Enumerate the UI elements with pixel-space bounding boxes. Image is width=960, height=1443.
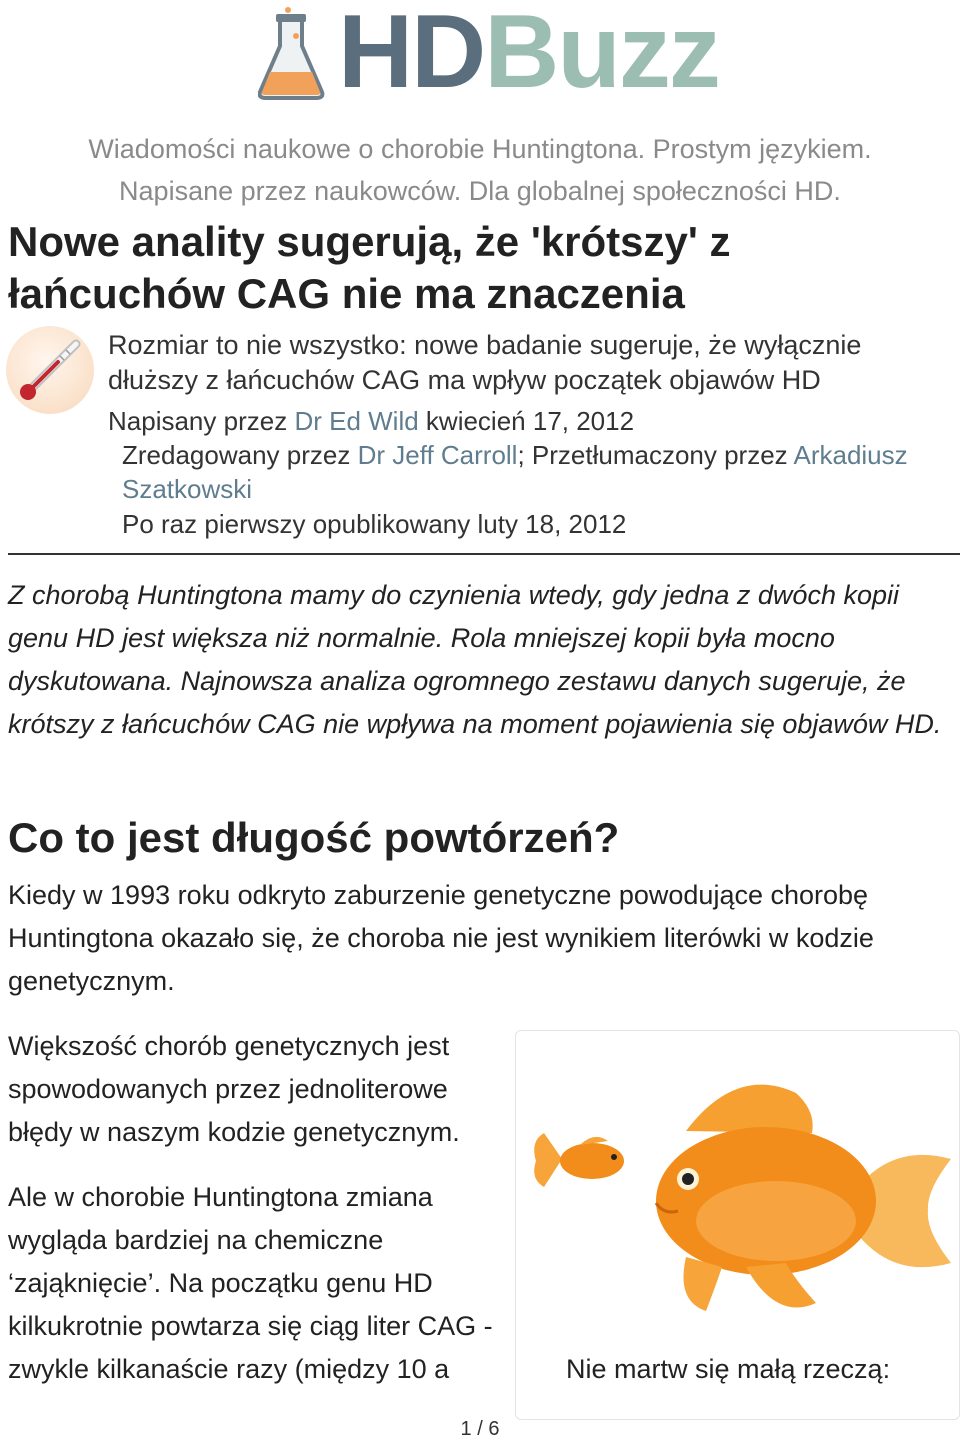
article-thumbnail (6, 326, 94, 414)
logo-buzz: Buzz (484, 0, 719, 110)
logo-hd: HD (338, 0, 485, 110)
translated-prefix: ; Przetłumaczony przez (517, 440, 788, 470)
figure-caption: Nie martw się małą rzeczą: (566, 1354, 891, 1384)
page-number: 1 / 6 (460, 1418, 500, 1440)
article-summary: Rozmiar to nie wszystko: nowe badanie sugeruje, że wyłącznie dłuższy z łańcuchów CAG ma wpływ początek objawów HD (108, 330, 862, 395)
hdbuzz-logo[interactable] (258, 0, 719, 110)
paragraph-1: Kiedy w 1993 roku odkryto zaburzenie genetyczne powodujące chorobę Huntingtona okazało się, że choroba nie jest wynikiem literówki w kodzie genetycznym. (8, 880, 874, 996)
article-title: Nowe anality sugerują, że 'krótszy' z łańcuchów CAG nie ma znaczenia (8, 218, 731, 317)
logo-wordmark (338, 0, 719, 110)
byline (108, 404, 634, 438)
section-heading: Co to jest długość powtórzeń? (8, 814, 620, 861)
tagline-line1: Wiadomości naukowe o chorobie Huntingtona. Prostym językiem. (88, 134, 872, 164)
divider (8, 553, 960, 555)
paragraph-2: Większość chorób genetycznych jest spowodowanych przez jednoliterowe błędy w naszym kodzie genetycznym. (8, 1031, 460, 1147)
editor-link[interactable]: Dr Jeff Carroll (357, 440, 518, 470)
first-published: Po raz pierwszy opublikowany luty 18, 2012 (122, 509, 627, 539)
publish-date: kwiecień 17, 2012 (425, 406, 635, 436)
thermometer-icon (6, 326, 94, 414)
edited-prefix: Zredagowany przez (122, 440, 351, 470)
paragraph-3: Ale w chorobie Huntingtona zmiana wygląda bardziej na chemiczne ‘zająknięcie’. Na początku genu HD kilkukrotnie powtarza się ciąg liter CAG - zwykle kilkanaście razy (między 10 a (8, 1182, 493, 1384)
editor-translator-line (122, 438, 952, 506)
tagline-line2: Napisane przez naukowców. Dla globalnej społeczności HD. (119, 176, 841, 206)
article-lead: Z chorobą Huntingtona mamy do czynienia wtedy, gdy jedna z dwóch kopii genu HD jest większa niż normalnie. Rola mniejszej kopii była mocno dyskutowana. Najnowsza analiza ogromnego zestawu danych sugeruje, że krótszy z łańcuchów CAG nie wpływa na moment pojawienia się objawów HD. (8, 580, 942, 739)
byline-prefix: Napisany przez (108, 406, 288, 436)
goldfish-image (516, 1031, 960, 1351)
translator-link[interactable]: Arkadiusz Szatkowski (122, 440, 908, 504)
author-link[interactable]: Dr Ed Wild (294, 406, 419, 436)
